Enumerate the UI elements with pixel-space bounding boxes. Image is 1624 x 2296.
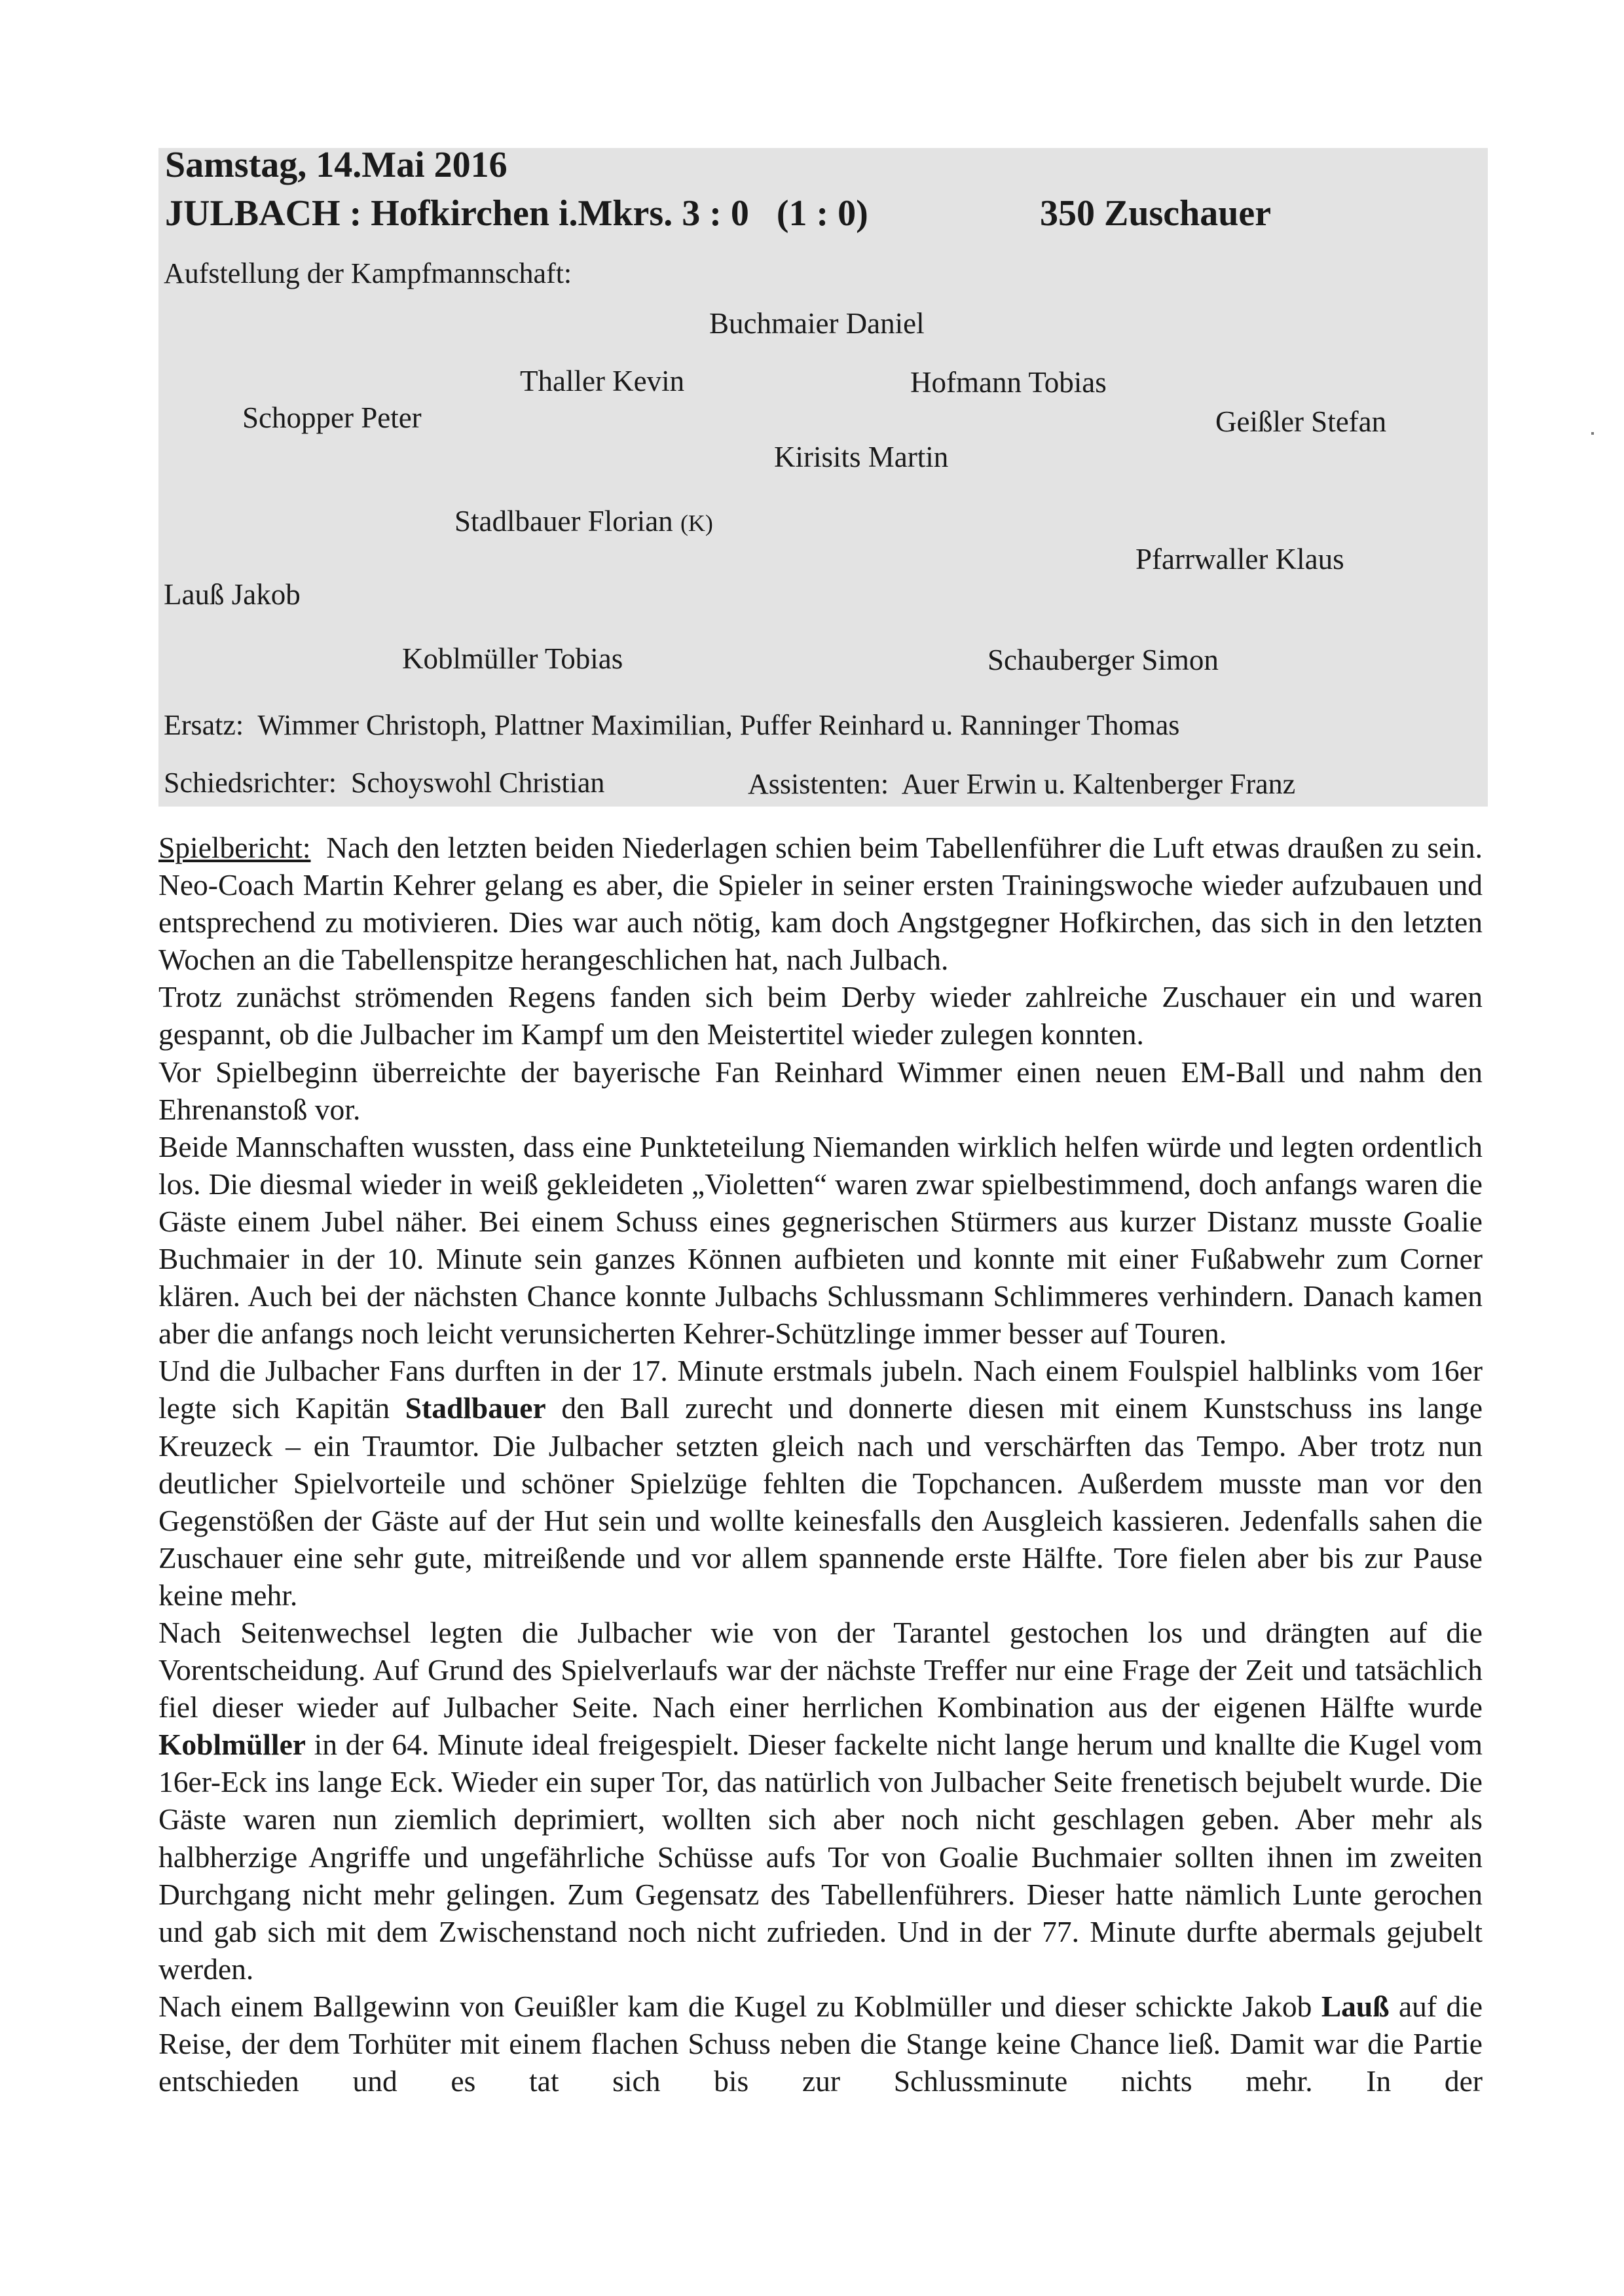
referee-label: Schiedsrichter: <box>164 767 337 799</box>
match-report <box>158 829 1483 2100</box>
player-geissler: Geißler Stefan <box>1215 405 1387 438</box>
scan-speck <box>1591 432 1594 435</box>
match-date: Samstag, 14.Mai 2016 <box>165 145 507 185</box>
player-goalkeeper: Buchmaier Daniel <box>709 307 925 340</box>
player-koblmueller: Koblmüller Tobias <box>402 642 623 675</box>
report-paragraph-1: Spielbericht: Nach den letzten beiden Niederlagen schien beim Tabellenführer die Luft etwas draußen zu sein. Neo-Coach Martin Kehrer gelang es aber, die Spieler in seiner ersten Trainingswoche wieder aufzubauen und entsprechend zu motivieren. Dies war auch nötig, kam doch Angstgegner Hofkirchen, das sich in den letzten Wochen an die Tabellenspitze herangeschlichen hat, nach Julbach. <box>158 831 1483 977</box>
report-paragraph-7: Nach einem Ballgewinn von Geuißler kam die Kugel zu Koblmüller und dieser schickte Jakob Lauß auf die Reise, der dem Torhüter mit einem flachen Schuss neben die Stange keine Chance ließ. Damit war die Partie entschieden und es tat sich bis zur Schlussminute nichts mehr. In der <box>158 1989 1483 2098</box>
player-hofmann: Hofmann Tobias <box>910 366 1107 399</box>
halftime-score: (1 : 0) <box>776 193 868 234</box>
report-paragraph-5: Und die Julbacher Fans durften in der 17. Minute erstmals jubeln. Nach einem Foulspiel halblinks vom 16er legte sich Kapitän Stadlbauer den Ball zurecht und donnerte diesen mit einem Kunstschuss ins lange Kreuzeck – ein Traumtor. Die Julbacher setzten gleich nach und verschärften das Tempo. Aber trotz nun deutlicher Spielvorteile und schöner Spielzüge fehlten die Topchancen. Außerdem musste man vor den Gegenstößen der Gäste auf der Hut sein und wollte keinesfalls den Ausgleich kassieren. Jedenfalls sahen die Zuschauer eine sehr gute, mitreißende und vor allem spannende erste Hälfte. Tore fielen aber bis zur Pause keine mehr. <box>158 1354 1483 1612</box>
scorer-koblmueller: Koblmüller <box>158 1728 306 1762</box>
referee-name: Schoyswohl Christian <box>350 767 605 799</box>
report-paragraph-3: Vor Spielbeginn überreichte der bayerische Fan Reinhard Wimmer einen neuen EM-Ball und nahm den Ehrenanstoß vor. <box>158 1055 1483 1126</box>
report-paragraph-6: Nach Seitenwechsel legten die Julbacher wie von der Tarantel gestochen los und drängten auf die Vorentscheidung. Auf Grund des Spielverlaufs war der nächste Treffer nur eine Frage der Zeit und tatsächlich fiel dieser wieder auf Julbacher Seite. Nach einer herrlichen Kombination aus der eigenen Hälfte wurde Koblmüller in der 64. Minute ideal freigespielt. Dieser fackelte nicht lange herum und knallte die Kugel vom 16er-Eck ins lange Eck. Wieder ein super Tor, das natürlich von Julbacher Seite frenetisch bejubelt wurde. Die Gäste waren nun ziemlich deprimiert, wollten sich aber noch nicht geschlagen geben. Aber mehr als halbherzige Angriffe und ungefährliche Schüsse aufs Tor von Goalie Buchmaier sollten ihnen im zweiten Durchgang nicht mehr gelingen. Zum Gegensatz des Tabellenführers. Dieser hatte nämlich Lunte gerochen und gab sich mit dem Zwischenstand noch nicht zufrieden. Und in der 77. Minute durfte abermals gejubelt werden. <box>158 1615 1483 1986</box>
player-pfarrwaller: Pfarrwaller Klaus <box>1135 543 1344 575</box>
substitutes <box>164 710 1179 741</box>
substitutes-list: Wimmer Christoph, Plattner Maximilian, Puffer Reinhard u. Ranninger Thomas <box>257 709 1180 741</box>
player-schauberger: Schauberger Simon <box>987 644 1219 676</box>
player-thaller: Thaller Kevin <box>520 365 685 397</box>
substitutes-label: Ersatz: <box>164 709 244 741</box>
assistants-label: Assistenten: <box>748 768 889 800</box>
scorer-stadlbauer: Stadlbauer <box>405 1391 546 1425</box>
report-paragraph-4: Beide Mannschaften wussten, dass eine Punkteteilung Niemanden wirklich helfen würde und legten ordentlich los. Die diesmal wieder in weiß gekleideten „Violetten“ waren zwar spielbestimmend, doch anfangs waren die Gäste einem Jubel näher. Bei einem Schuss eines gegnerischen Stürmers aus kurzer Distanz musste Goalie Buchmaier in der 10. Minute sein ganzes Können aufbieten und konnte mit einer Fußabwehr zum Corner klären. Auch bei der nächsten Chance konnte Julbachs Schlussmann Schlimmeres verhindern. Danach kamen aber die anfangs noch leicht verunsicherten Kehrer-Schützlinge immer besser auf Touren. <box>158 1129 1483 1351</box>
player-schopper: Schopper Peter <box>242 401 422 434</box>
captain-mark: (K) <box>680 510 713 536</box>
scorer-lauss: Lauß <box>1321 1989 1390 2023</box>
lineup-box <box>158 148 1488 807</box>
referee-line <box>164 767 604 799</box>
report-label: Spielbericht: <box>158 831 311 864</box>
player-lauss: Lauß Jakob <box>164 578 301 611</box>
lineup-label: Aufstellung der Kampfmannschaft: <box>164 257 572 289</box>
spectator-count: 350 Zuschauer <box>1040 193 1272 234</box>
player-stadlbauer: Stadlbauer Florian (K) <box>454 505 713 538</box>
report-paragraph-2: Trotz zunächst strömenden Regens fanden sich beim Derby wieder zahlreiche Zuschauer ein und waren gespannt, ob die Julbacher im Kampf um den Meistertitel wieder zulegen konnten. <box>158 980 1483 1051</box>
player-kirisits: Kirisits Martin <box>774 441 949 473</box>
assistants-names: Auer Erwin u. Kaltenberger Franz <box>901 768 1296 800</box>
assistants-line <box>748 769 1295 800</box>
match-result <box>165 194 868 234</box>
match-score: JULBACH : Hofkirchen i.Mkrs. 3 : 0 <box>165 193 749 234</box>
